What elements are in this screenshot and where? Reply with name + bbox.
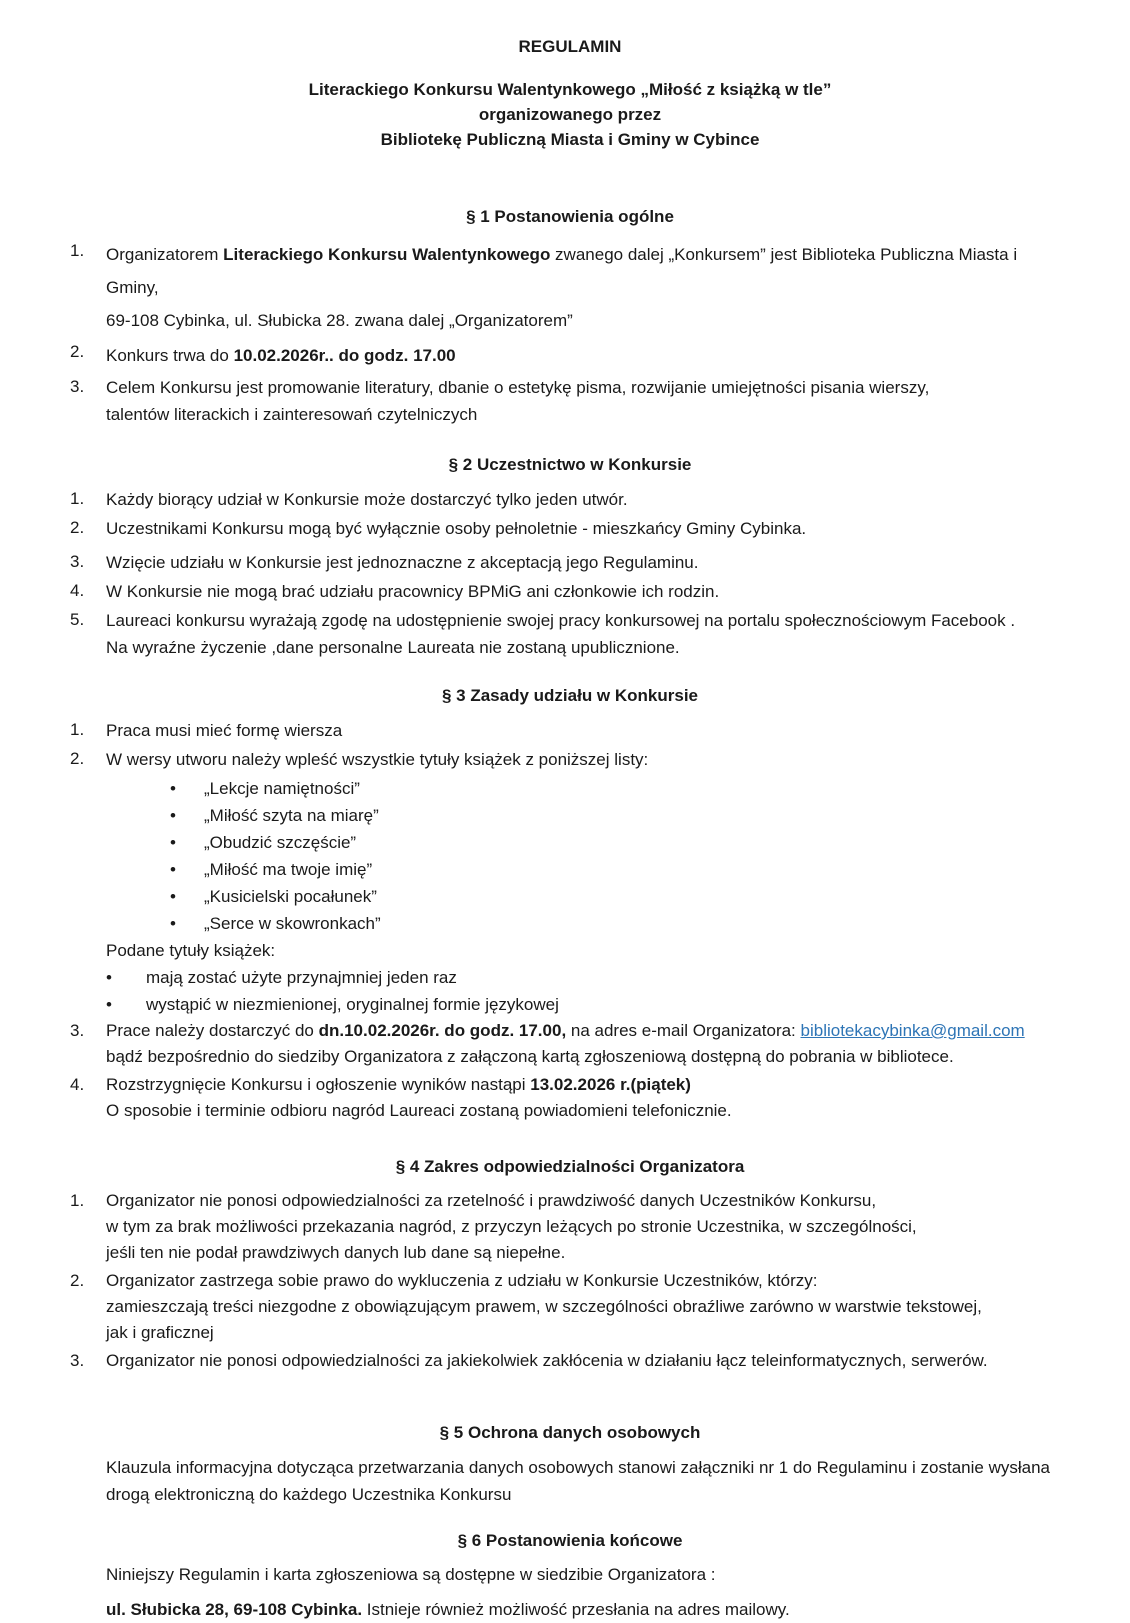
titles-note: Podane tytuły książek: xyxy=(106,941,276,960)
list-item-text: W Konkursie nie mogą brać udziału pracownicy BPMiG ani członkowie ich rodzin. xyxy=(106,582,720,601)
list-item-s1-2 xyxy=(70,339,1070,372)
list-item-s1-3 xyxy=(70,374,1070,428)
book-title: „Miłość ma twoje imię” xyxy=(204,860,373,879)
list-item-number: 3. xyxy=(70,377,85,396)
list-item-text xyxy=(106,339,1070,372)
text-segment-bold: dn.10.02.2026r. do godz. 17.00, xyxy=(318,1021,567,1040)
list-item-s2-4 xyxy=(70,578,1070,605)
section-4-zakres-odpowiedzialnosci xyxy=(70,1154,1070,1374)
text-segment-bold: 13.02.2026 r.(piątek) xyxy=(530,1075,691,1094)
paragraph-line: Na wyraźne życzenie ,dane personalne Laureata nie zostaną upublicznione. xyxy=(106,638,680,657)
email-link[interactable]: bibliotekacybinka@gmail.com xyxy=(800,1021,1025,1040)
list-item-text xyxy=(106,1188,1070,1266)
list-item-text: Wzięcie udziału w Konkursie jest jednoznaczne z akceptacją jego Regulaminu. xyxy=(106,553,699,572)
text-segment: zwanego dalej „Konkursem” jest Biblioteka Publiczna Miasta i Gminy, xyxy=(106,245,1018,297)
text-segment: Prace należy dostarczyć do xyxy=(106,1021,319,1040)
list-item-number: 2. xyxy=(70,342,85,361)
book-title-bullet-item xyxy=(70,775,1070,802)
list-item-s3-2 xyxy=(70,746,1070,773)
list-item-number: 4. xyxy=(70,581,85,600)
document-subtitle-line1: Literackiego Konkursu Walentynkowego „Miłość z książką w tle” xyxy=(308,80,832,99)
list-item-text: Każdy biorący udział w Konkursie może dostarczyć tylko jeden utwór. xyxy=(106,490,628,509)
list-item-number: 4. xyxy=(70,1075,85,1094)
list-item-s4-2 xyxy=(70,1268,1070,1346)
list-item-number: 1. xyxy=(70,489,85,508)
paragraph-line: Organizator nie ponosi odpowiedzialności za rzetelność i prawdziwość danych Uczestników Konkursu, xyxy=(106,1191,877,1210)
text-segment: Istnieje również możliwość przesłania na adres mailowy. xyxy=(362,1600,790,1619)
list-item-s2-2 xyxy=(70,515,1070,542)
list-item-number: 2. xyxy=(70,749,85,768)
bullet-icon: • xyxy=(170,887,176,906)
document-title: REGULAMIN xyxy=(518,37,622,56)
bullet-icon: • xyxy=(170,914,176,933)
paragraph-line: 69-108 Cybinka, ul. Słubicka 28. zwana dalej „Organizatorem” xyxy=(106,311,573,330)
document-header xyxy=(70,34,1070,152)
section-2-heading: § 2 Uczestnictwo w Konkursie xyxy=(448,455,692,474)
book-title-bullet-item xyxy=(70,883,1070,910)
paragraph-line xyxy=(70,1597,1070,1623)
paragraph-line xyxy=(106,1072,1070,1098)
book-title: „Miłość szyta na miarę” xyxy=(204,806,379,825)
book-title-bullet-item xyxy=(70,829,1070,856)
book-title: „Kusicielski pocałunek” xyxy=(204,887,377,906)
bullet-icon: • xyxy=(170,806,176,825)
section-2-uczestnictwo xyxy=(70,452,1070,661)
paragraph-line xyxy=(106,1018,1070,1044)
book-title: „Lekcje namiętności” xyxy=(204,779,360,798)
list-item-number: 1. xyxy=(70,720,85,739)
list-item-s4-3 xyxy=(70,1348,1070,1374)
title-rule: mają zostać użyte przynajmniej jeden raz xyxy=(146,968,457,987)
text-segment: Rozstrzygnięcie Konkursu i ogłoszenie wyników nastąpi xyxy=(106,1075,531,1094)
list-item-s3-4 xyxy=(70,1072,1070,1124)
section-3-zasady-udzialu xyxy=(70,683,1070,1124)
book-title-bullet-item xyxy=(70,802,1070,829)
book-title: „Serce w skowronkach” xyxy=(204,914,381,933)
text-segment: Organizatorem xyxy=(106,245,224,264)
list-item-number: 2. xyxy=(70,518,85,537)
paragraph-line: jak i graficznej xyxy=(106,1323,214,1342)
list-item-text xyxy=(106,1072,1070,1124)
list-item-number: 1. xyxy=(70,241,85,260)
text-segment-bold: Literackiego Konkursu Walentynkowego xyxy=(223,245,551,264)
paragraph-line: zamieszczają treści niezgodne z obowiązującym prawem, w szczególności obraźliwe zarówno w warstwie tekstowej, xyxy=(106,1297,982,1316)
section-5-heading: § 5 Ochrona danych osobowych xyxy=(439,1423,701,1442)
bullet-icon: • xyxy=(170,860,176,879)
list-item-s2-5 xyxy=(70,607,1070,661)
list-item-number: 3. xyxy=(70,1021,85,1040)
bullet-icon: • xyxy=(170,779,176,798)
title-rule-bullet-item xyxy=(70,991,1070,1018)
address-bold: ul. Słubicka 28, 69-108 Cybinka. xyxy=(106,1600,363,1619)
list-item-s4-1 xyxy=(70,1188,1070,1266)
section-3-heading: § 3 Zasady udziału w Konkursie xyxy=(441,686,699,705)
paragraph-line: jeśli ten nie podał prawdziwych danych lub dane są niepełne. xyxy=(106,1243,566,1262)
section-6-postanowienia-koncowe xyxy=(70,1528,1070,1623)
paragraph-line: bądź bezpośrednio do siedziby Organizatora z załączoną kartą zgłoszeniową dostępną do pobrania w bibliotece. xyxy=(106,1047,954,1066)
list-item-text xyxy=(106,238,1070,337)
text-segment: na adres e-mail Organizatora: xyxy=(566,1021,801,1040)
section-4-heading: § 4 Zakres odpowiedzialności Organizatora xyxy=(395,1157,745,1176)
list-item-number: 1. xyxy=(70,1191,85,1210)
section-1-heading: § 1 Postanowienia ogólne xyxy=(466,207,674,226)
list-item-text xyxy=(106,1018,1070,1070)
section-1-postanowienia-ogolne xyxy=(70,204,1070,428)
list-item-number: 2. xyxy=(70,1271,85,1290)
list-item-text: Uczestnikami Konkursu mogą być wyłącznie osoby pełnoletnie - mieszkańcy Gminy Cybinka. xyxy=(106,519,807,538)
paragraph-line: talentów literackich i zainteresowań czytelniczych xyxy=(106,405,478,424)
section-6-heading: § 6 Postanowienia końcowe xyxy=(457,1531,683,1550)
paragraph-line xyxy=(106,238,1070,304)
book-title-bullet-item xyxy=(70,910,1070,937)
paragraph-line: Organizator zastrzega sobie prawo do wykluczenia z udziału w Konkursie Uczestników, którzy: xyxy=(106,1271,818,1290)
book-title: „Obudzić szczęście” xyxy=(204,833,357,852)
text-segment: Konkurs trwa do xyxy=(106,346,234,365)
list-item-s2-1 xyxy=(70,486,1070,513)
list-item-s3-3 xyxy=(70,1018,1070,1070)
bullet-icon: • xyxy=(106,995,112,1014)
paragraph-line: drogą elektroniczną do każdego Uczestnika Konkursu xyxy=(106,1485,512,1504)
book-title-bullet-item xyxy=(70,856,1070,883)
text-segment-bold: 10.02.2026r.. do godz. 17.00 xyxy=(233,346,456,365)
section-5-ochrona-danych xyxy=(70,1420,1070,1508)
paragraph-line: w tym za brak możliwości przekazania nagród, z przyczyn leżących po stronie Uczestnika, w szczególności, xyxy=(106,1217,917,1236)
list-item-number: 5. xyxy=(70,610,85,629)
list-item-s2-3 xyxy=(70,549,1070,576)
paragraph-line: Niniejszy Regulamin i karta zgłoszeniowa są dostępne w siedzibie Organizatora : xyxy=(106,1565,716,1584)
paragraph-line: O sposobie i terminie odbioru nagród Laureaci zostaną powiadomieni telefonicznie. xyxy=(106,1101,732,1120)
list-item-text xyxy=(106,1268,1070,1346)
paragraph-line: Celem Konkursu jest promowanie literatury, dbanie o estetykę pisma, rozwijanie umiejętności pisania wierszy, xyxy=(106,378,930,397)
title-rule-bullet-item xyxy=(70,964,1070,991)
list-item-s1-1 xyxy=(70,238,1070,337)
list-item-number: 3. xyxy=(70,1351,85,1370)
bullet-icon: • xyxy=(106,968,112,987)
list-item-number: 3. xyxy=(70,552,85,571)
list-item-text xyxy=(106,374,1070,428)
paragraph-line xyxy=(106,339,1070,372)
list-item-text: Praca musi mieć formę wiersza xyxy=(106,721,343,740)
list-item-text xyxy=(106,607,1070,661)
list-item-s3-1 xyxy=(70,717,1070,744)
list-item-text: W wersy utworu należy wpleść wszystkie tytuły książek z poniższej listy: xyxy=(106,750,649,769)
paragraph-line: Laureaci konkursu wyrażają zgodę na udostępnienie swojej pracy konkursowej na portalu społecznościowym Facebook . xyxy=(106,611,1016,630)
paragraph-line: Klauzula informacyjna dotycząca przetwarzania danych osobowych stanowi załączniki nr 1 do Regulaminu i zostanie wysłana xyxy=(106,1458,1050,1477)
document-subtitle-line3: Bibliotekę Publiczną Miasta i Gminy w Cybince xyxy=(380,130,760,149)
bullet-icon: • xyxy=(170,833,176,852)
title-rule: wystąpić w niezmienionej, oryginalnej formie językowej xyxy=(146,995,559,1014)
list-item-text: Organizator nie ponosi odpowiedzialności za jakiekolwiek zakłócenia w działaniu łącz teleinformatycznych, serwerów. xyxy=(106,1351,988,1370)
document-subtitle-line2: organizowanego przez xyxy=(478,105,662,124)
